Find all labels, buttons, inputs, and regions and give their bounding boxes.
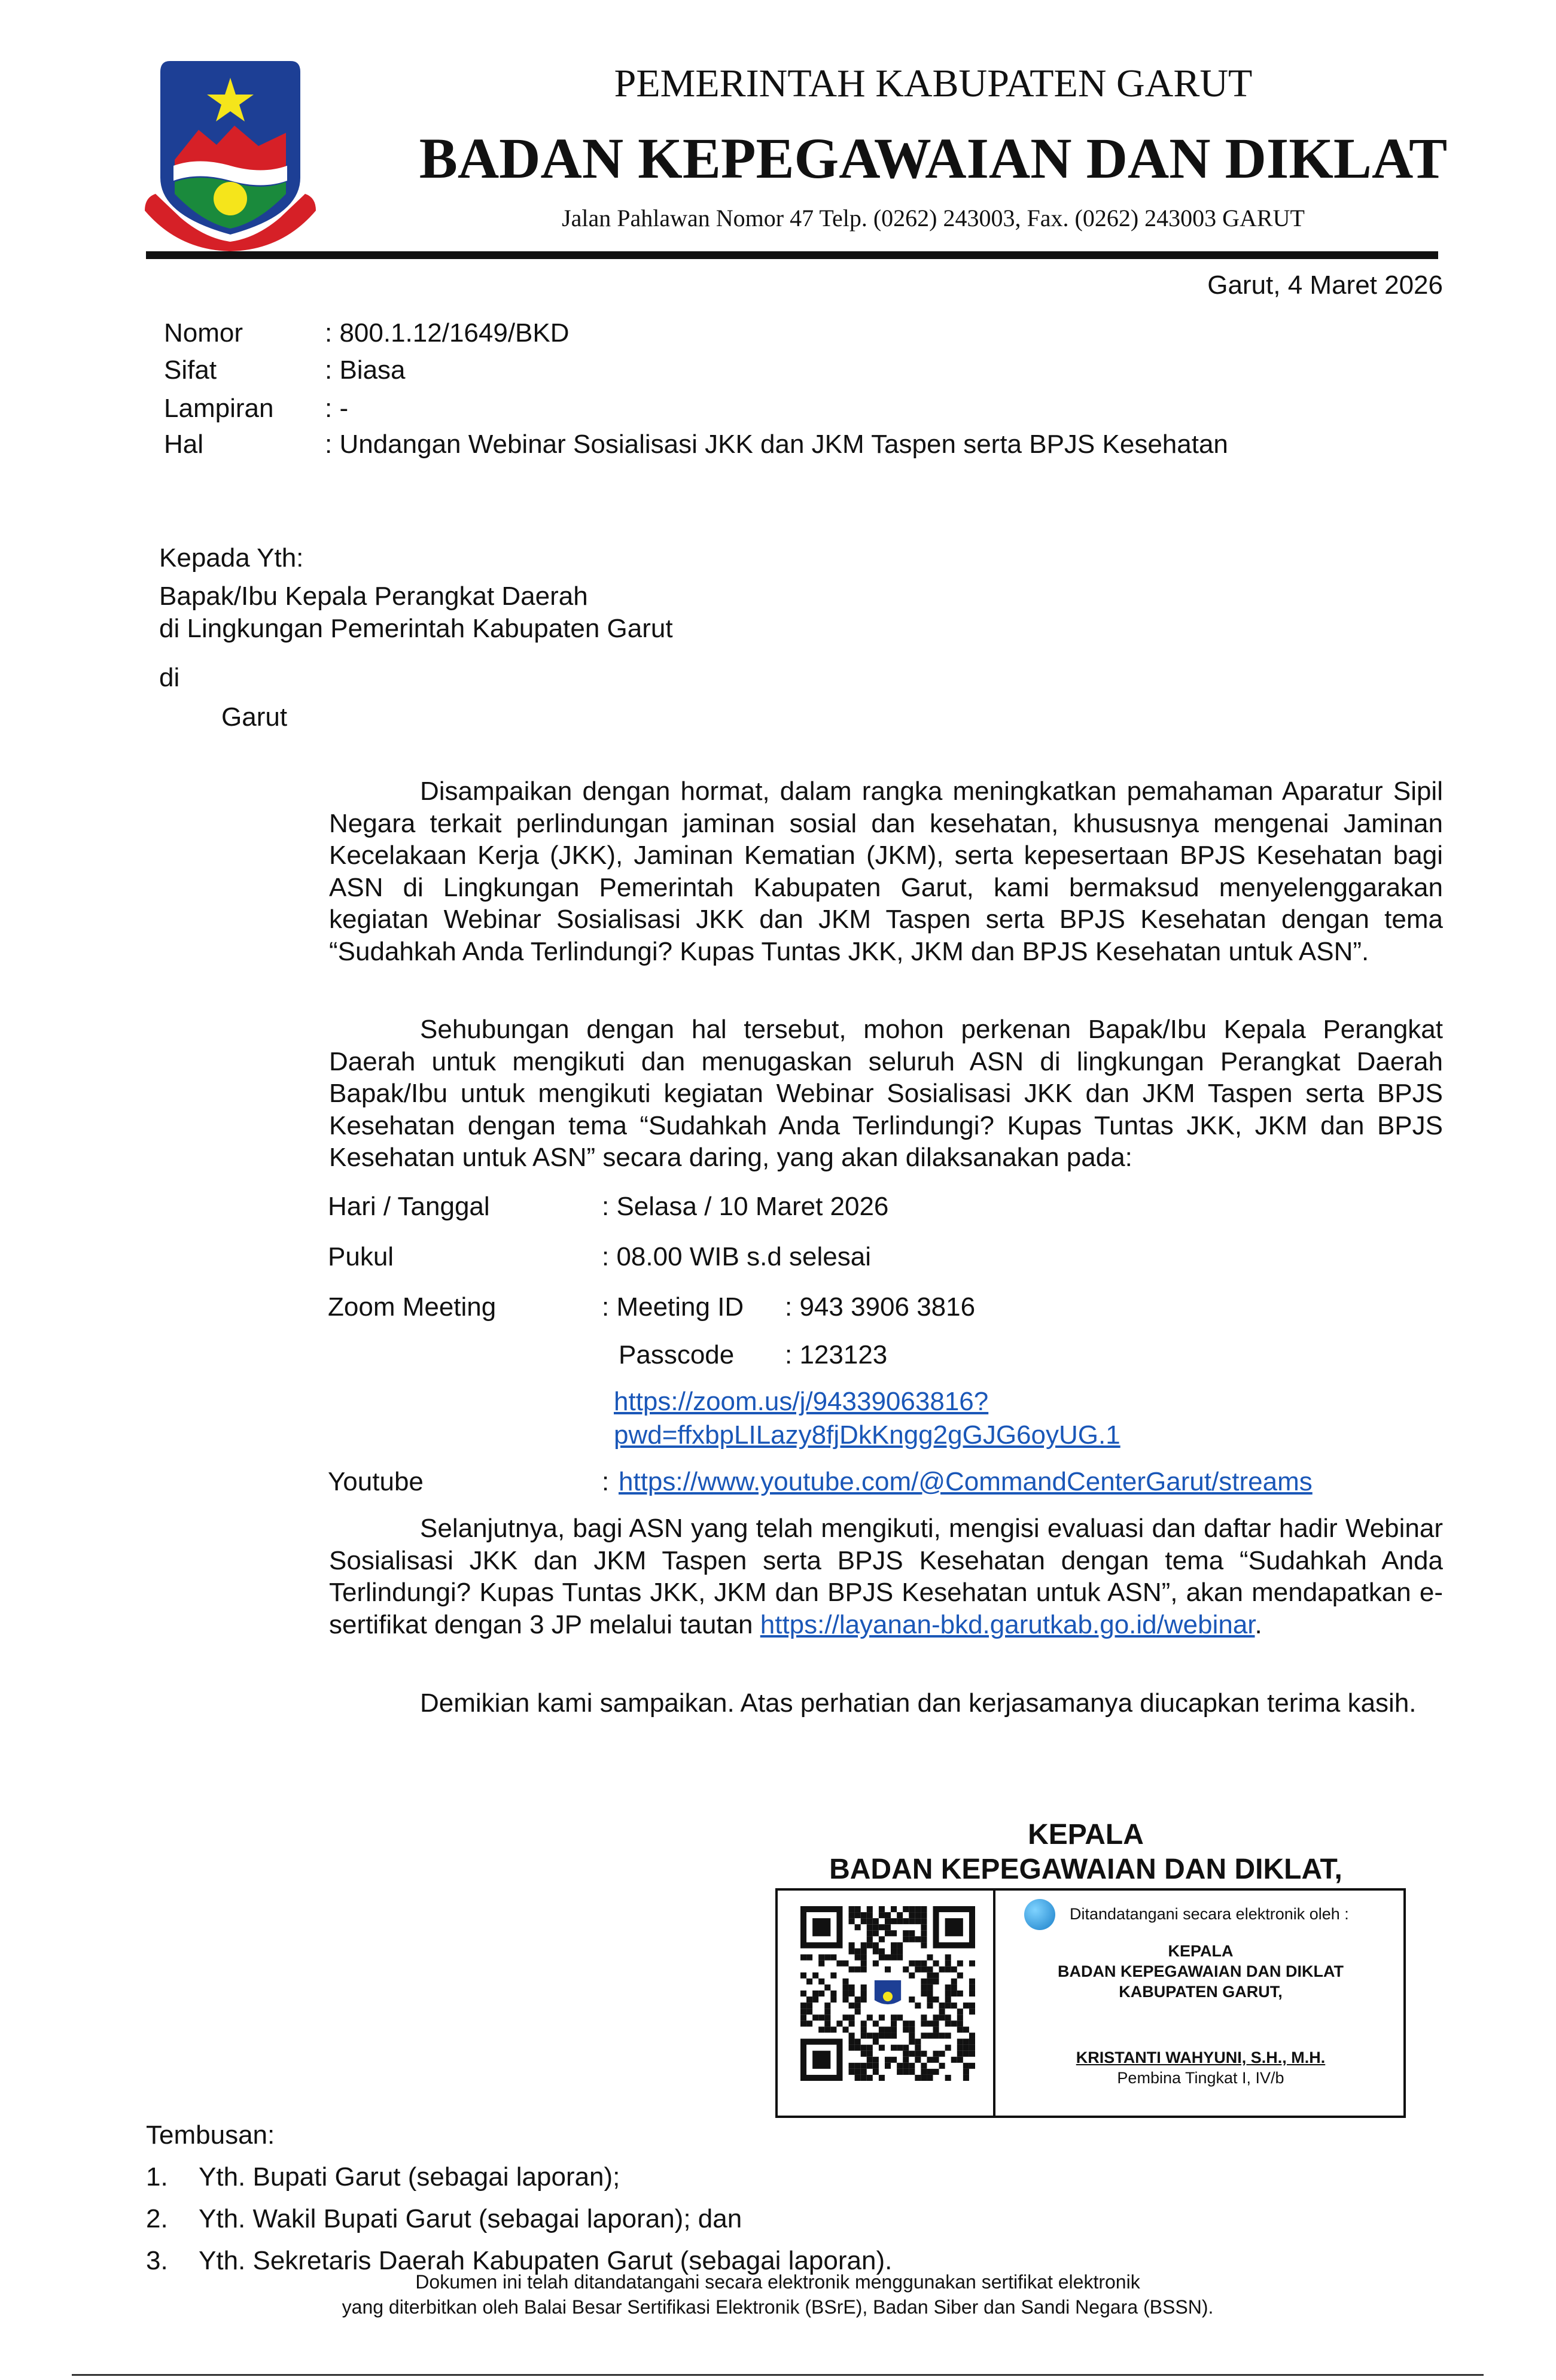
kop-garis	[146, 251, 1438, 259]
tembusan-item-1: Yth. Bupati Garut (sebagai laporan);	[199, 2162, 620, 2192]
tembusan-judul: Tembusan:	[146, 2120, 275, 2150]
meta-sifat-label: Sifat	[164, 355, 217, 385]
bsre-icon	[1024, 1899, 1055, 1930]
footer-rule	[72, 2374, 1484, 2376]
jadwal-youtube-label: Youtube	[328, 1467, 424, 1496]
paragraf-4-text: Demikian kami sampaikan. Atas perhatian dan kerjasamanya diucapkan terima kasih.	[420, 1688, 1417, 1718]
paragraf-2	[329, 1014, 1443, 1174]
tembusan-no-1: 1.	[146, 2162, 168, 2192]
tujuan-baris1: Bapak/Ibu Kepala Perangkat Daerah	[159, 582, 588, 611]
jadwal-passcode-value: : 123123	[785, 1340, 888, 1369]
meta-lampiran-label: Lampiran	[164, 394, 274, 423]
paragraf-3-text: Selanjutnya, bagi ASN yang telah mengikuti, mengisi evaluasi dan daftar hadir Webinar Sosialisasi JKK dan JKM Taspen serta BPJS Kesehatan dengan tema “Sudahkah Anda Terlindungi? Kupas Tuntas JKK, JKM dan BPJS Kesehatan untuk ASN”, akan mendapatkan e-sertifikat dengan 3 JP melalui tautan	[329, 1514, 1443, 1639]
kop-alamat: Jalan Pahlawan Nomor 47 Telp. (0262) 243003, Fax. (0262) 243003 GARUT	[562, 205, 1305, 232]
jadwal-hari-value: : Selasa / 10 Maret 2026	[602, 1192, 889, 1221]
esign-title: Ditandatangani secara elektronik oleh :	[1070, 1905, 1349, 1923]
paragraf-1-text: Disampaikan dengan hormat, dalam rangka meningkatkan pemahaman Aparatur Sipil Negara terkait perlindungan jaminan sosial dan kesehatan, khususnya mengenai Jaminan Kecelakaan Kerja (JKK), Jaminan Kematian (JKM), serta kepesertaan BPJS Kesehatan bagi ASN di Lingkungan Pemerintah Kabupaten Garut, kami bermaksud menyelenggarakan kegiatan Webinar Sosialisasi JKK dan JKM Taspen serta BPJS Kesehatan dengan tema “Sudahkah Anda Terlindungi? Kupas Tuntas JKK, JKM dan BPJS Kesehatan untuk ASN”.	[329, 777, 1443, 966]
kop-pemerintah: PEMERINTAH KABUPATEN GARUT	[614, 62, 1253, 105]
esign-jabatan-3: KABUPATEN GARUT,	[1119, 1983, 1283, 2001]
jadwal-pukul-value: : 08.00 WIB s.d selesai	[602, 1242, 871, 1271]
jadwal-pukul-label: Pukul	[328, 1242, 394, 1271]
tujuan-baris2: di Lingkungan Pemerintah Kabupaten Garut	[159, 614, 673, 643]
zoom-link-line1[interactable]: https://zoom.us/j/94339063816?	[614, 1387, 989, 1416]
jadwal-hari-label: Hari / Tanggal	[328, 1192, 490, 1221]
tembusan-no-2: 2.	[146, 2204, 168, 2233]
esign-jabatan-1: KEPALA	[1168, 1942, 1234, 1960]
tanggal-surat: Garut, 4 Maret 2026	[1207, 270, 1443, 300]
meta-sifat-value: : Biasa	[325, 355, 406, 385]
tujuan-kepada: Kepada Yth:	[159, 543, 304, 573]
meta-hal-value: : Undangan Webinar Sosialisasi JKK dan JKM Taspen serta BPJS Kesehatan	[325, 430, 1228, 459]
qr-code	[800, 1906, 975, 2081]
paragraf-3	[329, 1512, 1443, 1641]
meta-nomor-value: : 800.1.12/1649/BKD	[325, 318, 570, 348]
paragraf-2-text: Sehubungan dengan hal tersebut, mohon perkenan Bapak/Ibu Kepala Perangkat Daerah untuk mengikuti dan menugaskan seluruh ASN di lingkungan Perangkat Daerah Bapak/Ibu untuk mengikuti kegiatan Webinar Sosialisasi JKK dan JKM Taspen serta BPJS Kesehatan dengan tema “Sudahkah Anda Terlindungi? Kupas Tuntas JKK, JKM dan BPJS Kesehatan untuk ASN” secara daring, yang akan dilaksanakan pada:	[329, 1015, 1443, 1172]
paragraf-1	[329, 775, 1443, 967]
jadwal-meeting-id-label: : Meeting ID	[602, 1292, 744, 1322]
esign-pangkat: Pembina Tingkat I, IV/b	[1117, 2069, 1284, 2087]
esign-nama: KRISTANTI WAHYUNI, S.H., M.H.	[1076, 2049, 1326, 2066]
paragraf-4	[329, 1687, 1443, 1719]
kop-instansi: BADAN KEPEGAWAIAN DAN DIKLAT	[419, 126, 1448, 190]
tujuan-di: di	[159, 663, 180, 692]
meta-hal-label: Hal	[164, 430, 204, 459]
jadwal-meeting-id-value: : 943 3906 3816	[785, 1292, 976, 1322]
meta-lampiran-value: : -	[325, 394, 349, 423]
footer-line-1: Dokumen ini telah ditandatangani secara elektronik menggunakan sertifikat elektronik	[415, 2271, 1140, 2293]
paragraf-3-end: .	[1254, 1609, 1262, 1639]
zoom-link-line2[interactable]: pwd=ffxbpLILazy8fjDkKngg2gGJG6oyUG.1	[614, 1420, 1120, 1450]
tembusan-item-2: Yth. Wakil Bupati Garut (sebagai laporan); dan	[199, 2204, 742, 2233]
tembusan-item-3: Yth. Sekretaris Daerah Kabupaten Garut (sebagai laporan).	[199, 2246, 893, 2275]
jadwal-passcode-label: Passcode	[619, 1340, 735, 1369]
sertifikat-link[interactable]: https://layanan-bkd.garutkab.go.id/webinar	[760, 1609, 1255, 1639]
jadwal-zoom-label: Zoom Meeting	[328, 1292, 497, 1322]
meta-nomor-label: Nomor	[164, 318, 243, 348]
esign-jabatan-2: BADAN KEPEGAWAIAN DAN DIKLAT	[1058, 1962, 1344, 1980]
logo-garut	[139, 55, 322, 252]
jadwal-youtube-colon: :	[602, 1467, 610, 1496]
ttd-jabatan-1: KEPALA	[1028, 1819, 1144, 1851]
footer-line-2: yang diterbitkan oleh Balai Besar Sertifikasi Elektronik (BSrE), Badan Siber dan Sandi Negara (BSSN).	[342, 2296, 1214, 2318]
ttd-jabatan-2: BADAN KEPEGAWAIAN DAN DIKLAT,	[829, 1854, 1342, 1885]
tembusan-no-3: 3.	[146, 2246, 168, 2275]
youtube-link[interactable]: https://www.youtube.com/@CommandCenterGarut/streams	[619, 1467, 1313, 1496]
esign-box	[775, 1888, 1406, 2118]
tujuan-kota: Garut	[221, 702, 288, 732]
